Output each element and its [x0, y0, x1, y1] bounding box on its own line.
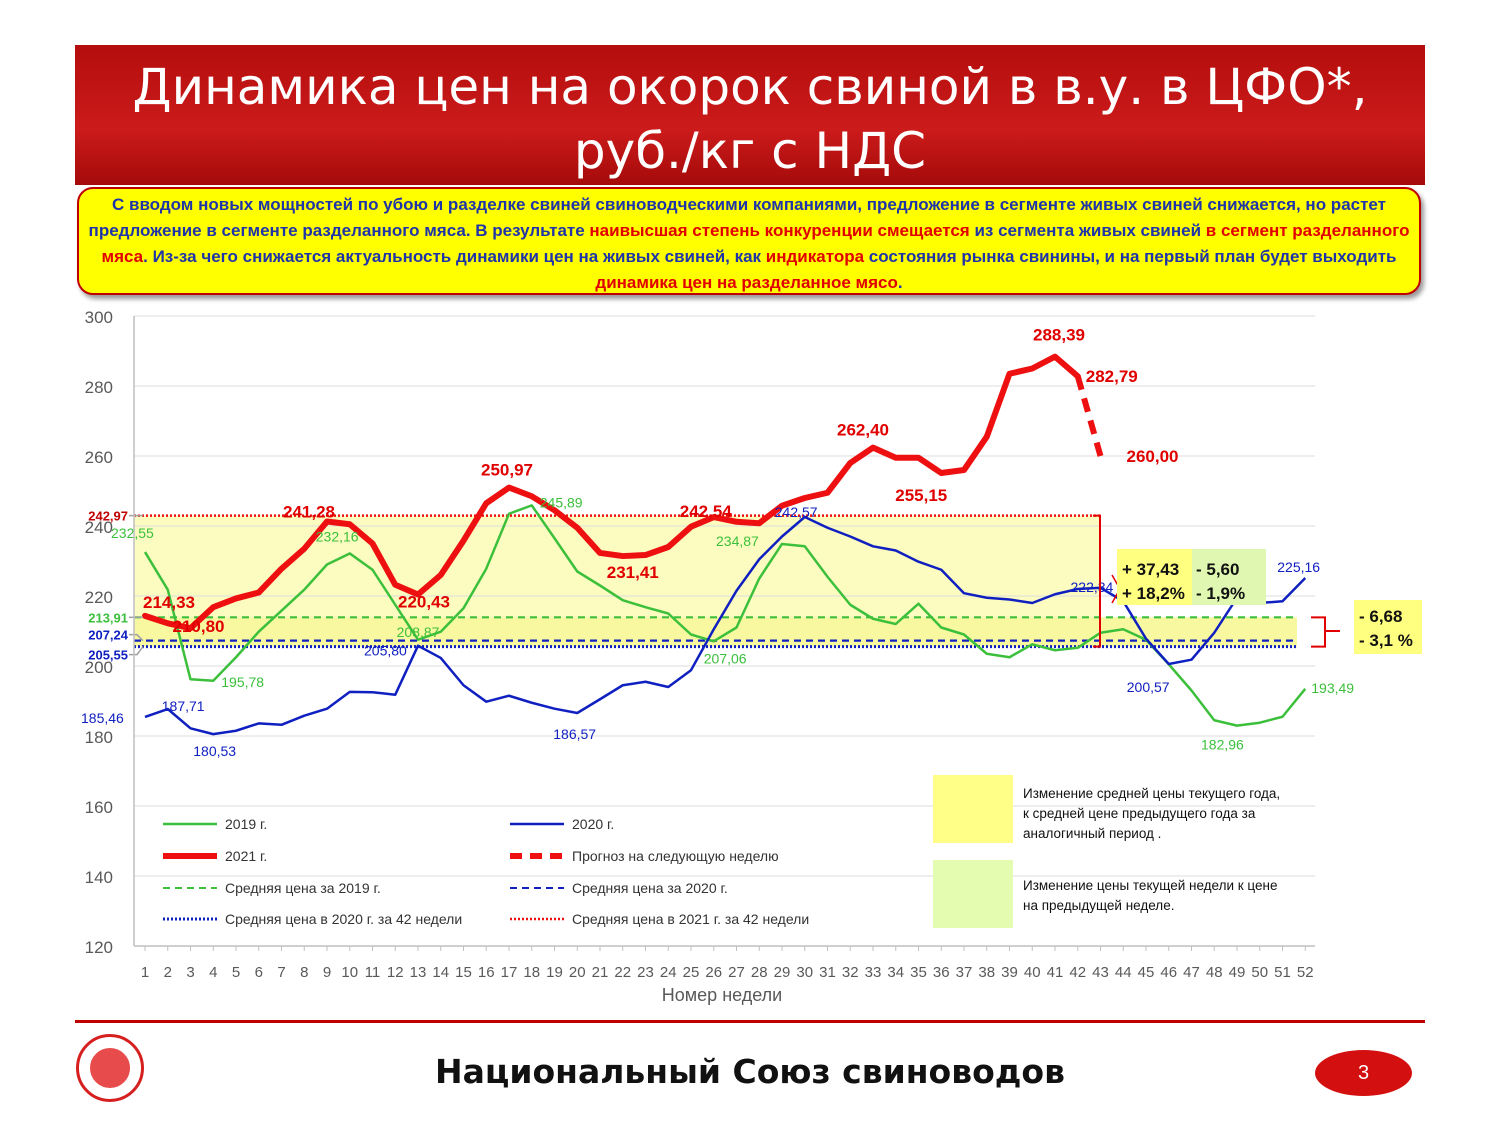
data-label: 214,33 [143, 592, 195, 612]
x-tick-label: 8 [300, 964, 309, 981]
data-label: 260,00 [1126, 447, 1179, 466]
legend-label: 2021 г. [225, 848, 268, 864]
x-tick-label: 26 [705, 964, 723, 981]
x-tick-label: 12 [386, 964, 404, 981]
x-tick-label: 52 [1296, 964, 1314, 981]
x-tick-label: 27 [728, 964, 745, 981]
data-label: 242,54 [679, 502, 732, 522]
y-tick-label: 220 [84, 588, 113, 607]
x-tick-label: 5 [231, 964, 241, 981]
x-tick-label: 18 [523, 964, 541, 981]
side-legend-yellow-text: Изменение средней цены текущего года, к средней цене предыдущего года за аналогичный период . [1023, 786, 1281, 841]
x-tick-label: 22 [614, 964, 632, 981]
data-label: 195,78 [221, 673, 265, 690]
slide-title-line1: Динамика цен на окорок свиной в в.у. в ЦФО*, [132, 58, 1368, 116]
x-tick-label: 30 [796, 964, 814, 981]
x-tick-label: 10 [341, 964, 359, 981]
x-tick-label: 14 [432, 964, 450, 981]
x-tick-label: 11 [364, 964, 381, 981]
x-tick-label: 41 [1046, 964, 1064, 981]
avg-band [134, 617, 1297, 646]
yearly-change-pct: + 18,2% [1122, 584, 1185, 603]
x-tick-label: 15 [455, 964, 472, 981]
x-tick-label: 32 [841, 964, 859, 981]
legend-label: Средняя цена в 2020 г. за 42 недели [225, 911, 463, 927]
x-tick-label: 24 [659, 964, 677, 981]
x-tick-label: 45 [1137, 964, 1155, 981]
data-label: 282,79 [1085, 367, 1138, 387]
x-tick-label: 36 [932, 964, 950, 981]
x-tick-label: 47 [1183, 964, 1200, 981]
x-tick-label: 7 [277, 964, 286, 981]
x-tick-label: 49 [1228, 964, 1246, 981]
data-label: 255,15 [895, 485, 948, 505]
y-tick-label: 140 [84, 868, 113, 887]
data-label: 210,80 [172, 617, 225, 637]
x-tick-label: 1 [140, 964, 150, 981]
weekly-change-pct: - 1,9% [1196, 584, 1246, 603]
data-label: 205,80 [364, 642, 407, 659]
x-axis-title: Номер недели [661, 985, 783, 1005]
y-tick-label: 260 [84, 448, 113, 467]
y-tick-label: 300 [84, 308, 113, 327]
avg-change-pct: - 3,1 % [1359, 631, 1413, 650]
y-tick-label: 120 [84, 938, 113, 957]
x-tick-label: 31 [819, 964, 836, 981]
x-tick-label: 28 [750, 964, 768, 981]
data-label: 200,57 [1126, 679, 1170, 696]
data-label: 231,41 [606, 563, 659, 583]
x-tick-label: 35 [910, 964, 927, 981]
data-label: 288,39 [1033, 325, 1085, 345]
data-label: 245,89 [539, 494, 583, 511]
note-highlight: индикатора [765, 247, 865, 266]
footer-org-name: Национальный Союз свиноводов [435, 1052, 1065, 1091]
reference-value-label: 205,55 [88, 647, 128, 663]
x-tick-label: 42 [1069, 964, 1087, 981]
data-label: 187,71 [161, 698, 205, 715]
footer-divider [75, 1020, 1425, 1023]
x-tick-label: 25 [682, 964, 700, 981]
y-tick-label: 200 [84, 658, 113, 677]
x-tick-label: 3 [186, 964, 195, 981]
data-label: 225,16 [1277, 558, 1321, 575]
x-tick-label: 19 [546, 964, 563, 981]
data-label: 186,57 [553, 726, 597, 743]
data-label: 232,55 [111, 525, 154, 542]
legend-label: Средняя цена за 2020 г. [572, 880, 728, 896]
note-text: состояния рынка свинины, и на первый план будет выходить [864, 247, 1397, 266]
x-tick-label: 39 [1001, 964, 1018, 981]
data-label: 234,87 [716, 532, 759, 549]
data-label: 250,97 [481, 460, 533, 480]
legend-label: Прогноз на следующую неделю [572, 848, 779, 864]
reference-value-label: 242,97 [88, 508, 128, 524]
data-label: 262,40 [837, 420, 889, 440]
x-tick-label: 46 [1160, 964, 1178, 981]
note-text: . Из-за чего снижается актуальность динамики цен на живых свиней, как [143, 247, 766, 266]
x-tick-label: 29 [773, 964, 791, 981]
x-tick-label: 9 [322, 964, 332, 981]
data-label: 232,16 [315, 528, 359, 545]
slide-title-line2: руб./кг с НДС [573, 122, 927, 180]
weekly-change-abs: - 5,60 [1196, 560, 1240, 579]
data-label: 220,43 [398, 592, 450, 612]
x-tick-label: 33 [864, 964, 882, 981]
legend-label: Средняя цена за 2019 г. [225, 880, 381, 896]
avg-change-abs: - 6,68 [1359, 607, 1403, 626]
reference-value-label: 207,24 [88, 627, 128, 643]
x-tick-label: 50 [1251, 964, 1269, 981]
x-tick-label: 2 [163, 964, 172, 981]
reference-value-label: 213,91 [88, 610, 128, 626]
data-label: 182,96 [1201, 736, 1244, 753]
side-legend-yellow [933, 775, 1013, 843]
x-tick-label: 23 [637, 964, 654, 981]
data-label: 222,34 [1070, 578, 1114, 595]
data-label: 193,49 [1311, 679, 1355, 696]
note-highlight: в сегмент разделанного мяса [101, 221, 1410, 266]
x-tick-label: 17 [500, 964, 518, 981]
page-number: 3 [1315, 1050, 1412, 1096]
data-label: 207,06 [703, 650, 747, 667]
legend-label: 2020 г. [572, 816, 615, 832]
x-tick-label: 37 [955, 964, 973, 981]
series-line-forecast [1078, 376, 1101, 456]
x-tick-label: 16 [477, 964, 495, 981]
avg-bracket [1311, 617, 1325, 646]
x-tick-label: 44 [1114, 964, 1132, 981]
data-label: 242,57 [774, 504, 818, 521]
y-tick-label: 180 [84, 728, 113, 747]
data-label: 185,46 [81, 709, 124, 726]
x-tick-label: 20 [568, 964, 586, 981]
x-tick-label: 13 [409, 964, 427, 981]
x-tick-label: 38 [978, 964, 996, 981]
note-text: из сегмента живых свиней [969, 221, 1206, 240]
x-tick-label: 4 [209, 964, 218, 981]
x-tick-label: 6 [254, 964, 263, 981]
x-tick-label: 21 [591, 964, 609, 981]
note-highlight: наивысшая степень конкуренции смещается [589, 221, 970, 240]
x-tick-label: 48 [1205, 964, 1223, 981]
data-label: 208,87 [396, 623, 440, 640]
y-tick-label: 280 [84, 378, 113, 397]
y-tick-label: 160 [84, 798, 113, 817]
side-legend-green [933, 860, 1013, 928]
y-tick-label: 240 [84, 518, 113, 537]
legend-label: Средняя цена в 2021 г. за 42 недели [572, 911, 810, 927]
data-label: 180,53 [193, 743, 237, 760]
x-tick-label: 51 [1274, 964, 1291, 981]
x-tick-label: 34 [887, 964, 905, 981]
yearly-change-abs: + 37,43 [1122, 560, 1180, 579]
legend-label: 2019 г. [225, 816, 268, 832]
note-highlight: динамика цен на разделанное мясо [595, 273, 898, 292]
note-text: С вводом новых мощностей по убою и разделке свиней свиноводческими компаниями, предложение в сегменте живых свиней снижается, но растет предложение в сегменте разделанного мяса. В результате [88, 195, 1386, 240]
data-label: 241,28 [283, 502, 335, 522]
side-legend-green-text: Изменение цены текущей недели к цене на предыдущей неделе. [1023, 878, 1278, 913]
x-tick-label: 40 [1023, 964, 1041, 981]
x-tick-label: 43 [1092, 964, 1109, 981]
note-text: . [897, 273, 903, 292]
